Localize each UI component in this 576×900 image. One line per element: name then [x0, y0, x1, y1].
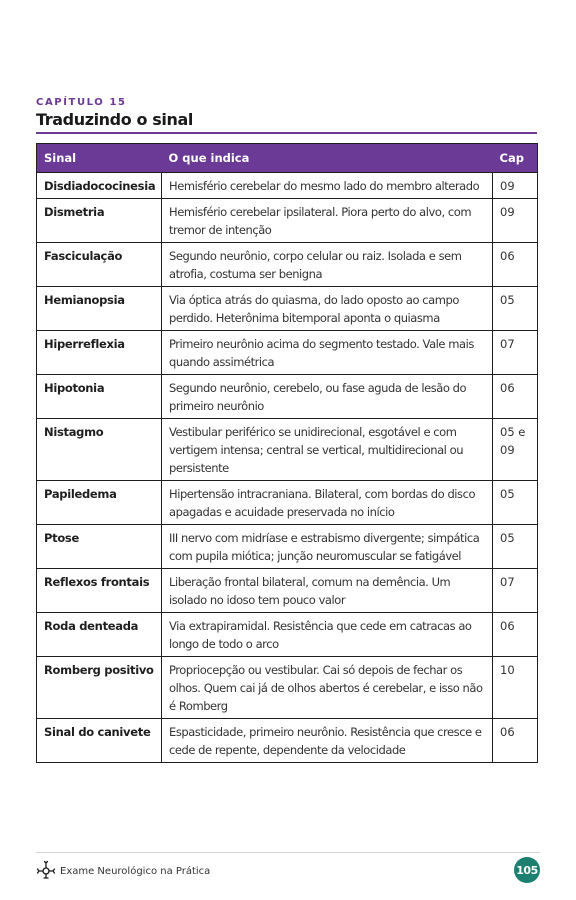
signs-table	[36, 143, 538, 763]
chapter-cell: 06	[493, 613, 538, 657]
table-row	[37, 243, 538, 287]
book-title: Exame Neurológico na Prática	[60, 866, 211, 877]
meaning-cell: Espasticidade, primeiro neurônio. Resistência que cresce e cede de repente, dependente da velocidade	[162, 719, 493, 763]
chapter-cell: 10	[493, 657, 538, 719]
column-header-chapter: Cap	[493, 144, 538, 173]
table-row	[37, 173, 538, 199]
table-row	[37, 569, 538, 613]
chapter-cell: 05 e 09	[493, 419, 538, 481]
sign-cell: Fasciculação	[37, 243, 162, 287]
meaning-cell: III nervo com midríase e estrabismo divergente; simpática com pupila miótica; junção neuromuscular se fatigável	[162, 525, 493, 569]
table-row	[37, 375, 538, 419]
meaning-cell: Via extrapiramidal. Resistência que cede em catracas ao longo de todo o arco	[162, 613, 493, 657]
table-row	[37, 287, 538, 331]
chapter-cell: 06	[493, 243, 538, 287]
page-title: Traduzindo o sinal	[36, 110, 193, 129]
meaning-cell: Via óptica atrás do quiasma, do lado oposto ao campo perdido. Heterônima bitemporal aponta o quiasma	[162, 287, 493, 331]
chapter-cell: 07	[493, 331, 538, 375]
meaning-cell: Primeiro neurônio acima do segmento testado. Vale mais quando assimétrica	[162, 331, 493, 375]
meaning-cell: Liberação frontal bilateral, comum na demência. Um isolado no idoso tem pouco valor	[162, 569, 493, 613]
sign-cell: Roda denteada	[37, 613, 162, 657]
table-row	[37, 481, 538, 525]
table-row	[37, 419, 538, 481]
chapter-cell: 05	[493, 481, 538, 525]
table-row	[37, 657, 538, 719]
chapter-label: CAPÍTULO 15	[36, 97, 127, 108]
meaning-cell: Vestibular periférico se unidirecional, esgotável e com vertigem intensa; central se vertical, multidirecional ou persistente	[162, 419, 493, 481]
title-divider	[36, 132, 537, 134]
table-row	[37, 525, 538, 569]
meaning-cell: Segundo neurônio, corpo celular ou raiz. Isolada e sem atrofia, costuma ser benigna	[162, 243, 493, 287]
table-row	[37, 331, 538, 375]
sign-cell: Ptose	[37, 525, 162, 569]
meaning-cell: Propriocepção ou vestibular. Cai só depois de fechar os olhos. Quem cai já de olhos abertos é cerebelar, e isso não é Romberg	[162, 657, 493, 719]
neuron-icon	[36, 860, 56, 880]
meaning-cell: Hemisfério cerebelar ipsilateral. Piora perto do alvo, com tremor de intenção	[162, 199, 493, 243]
sign-cell: Sinal do canivete	[37, 719, 162, 763]
table-body	[37, 173, 538, 763]
footer-divider	[36, 852, 540, 853]
sign-cell: Papiledema	[37, 481, 162, 525]
sign-cell: Reflexos frontais	[37, 569, 162, 613]
sign-cell: Hemianopsia	[37, 287, 162, 331]
sign-cell: Nistagmo	[37, 419, 162, 481]
sign-cell: Hipotonia	[37, 375, 162, 419]
chapter-cell: 06	[493, 719, 538, 763]
sign-cell: Disdiadococinesia	[37, 173, 162, 199]
sign-cell: Romberg positivo	[37, 657, 162, 719]
header-row	[37, 144, 538, 173]
sign-cell: Hiperreflexia	[37, 331, 162, 375]
chapter-cell: 06	[493, 375, 538, 419]
table-header	[37, 144, 538, 173]
chapter-cell: 09	[493, 173, 538, 199]
meaning-cell: Hemisfério cerebelar do mesmo lado do membro alterado	[162, 173, 493, 199]
table-row	[37, 719, 538, 763]
page-number-badge: 105	[514, 857, 540, 883]
table-row	[37, 613, 538, 657]
chapter-cell: 09	[493, 199, 538, 243]
column-header-sign: Sinal	[37, 144, 162, 173]
column-header-meaning: O que indica	[162, 144, 493, 173]
sign-cell: Dismetria	[37, 199, 162, 243]
chapter-cell: 07	[493, 569, 538, 613]
chapter-cell: 05	[493, 287, 538, 331]
chapter-cell: 05	[493, 525, 538, 569]
meaning-cell: Hipertensão intracraniana. Bilateral, com bordas do disco apagadas e acuidade preservada no início	[162, 481, 493, 525]
table-row	[37, 199, 538, 243]
meaning-cell: Segundo neurônio, cerebelo, ou fase aguda de lesão do primeiro neurônio	[162, 375, 493, 419]
